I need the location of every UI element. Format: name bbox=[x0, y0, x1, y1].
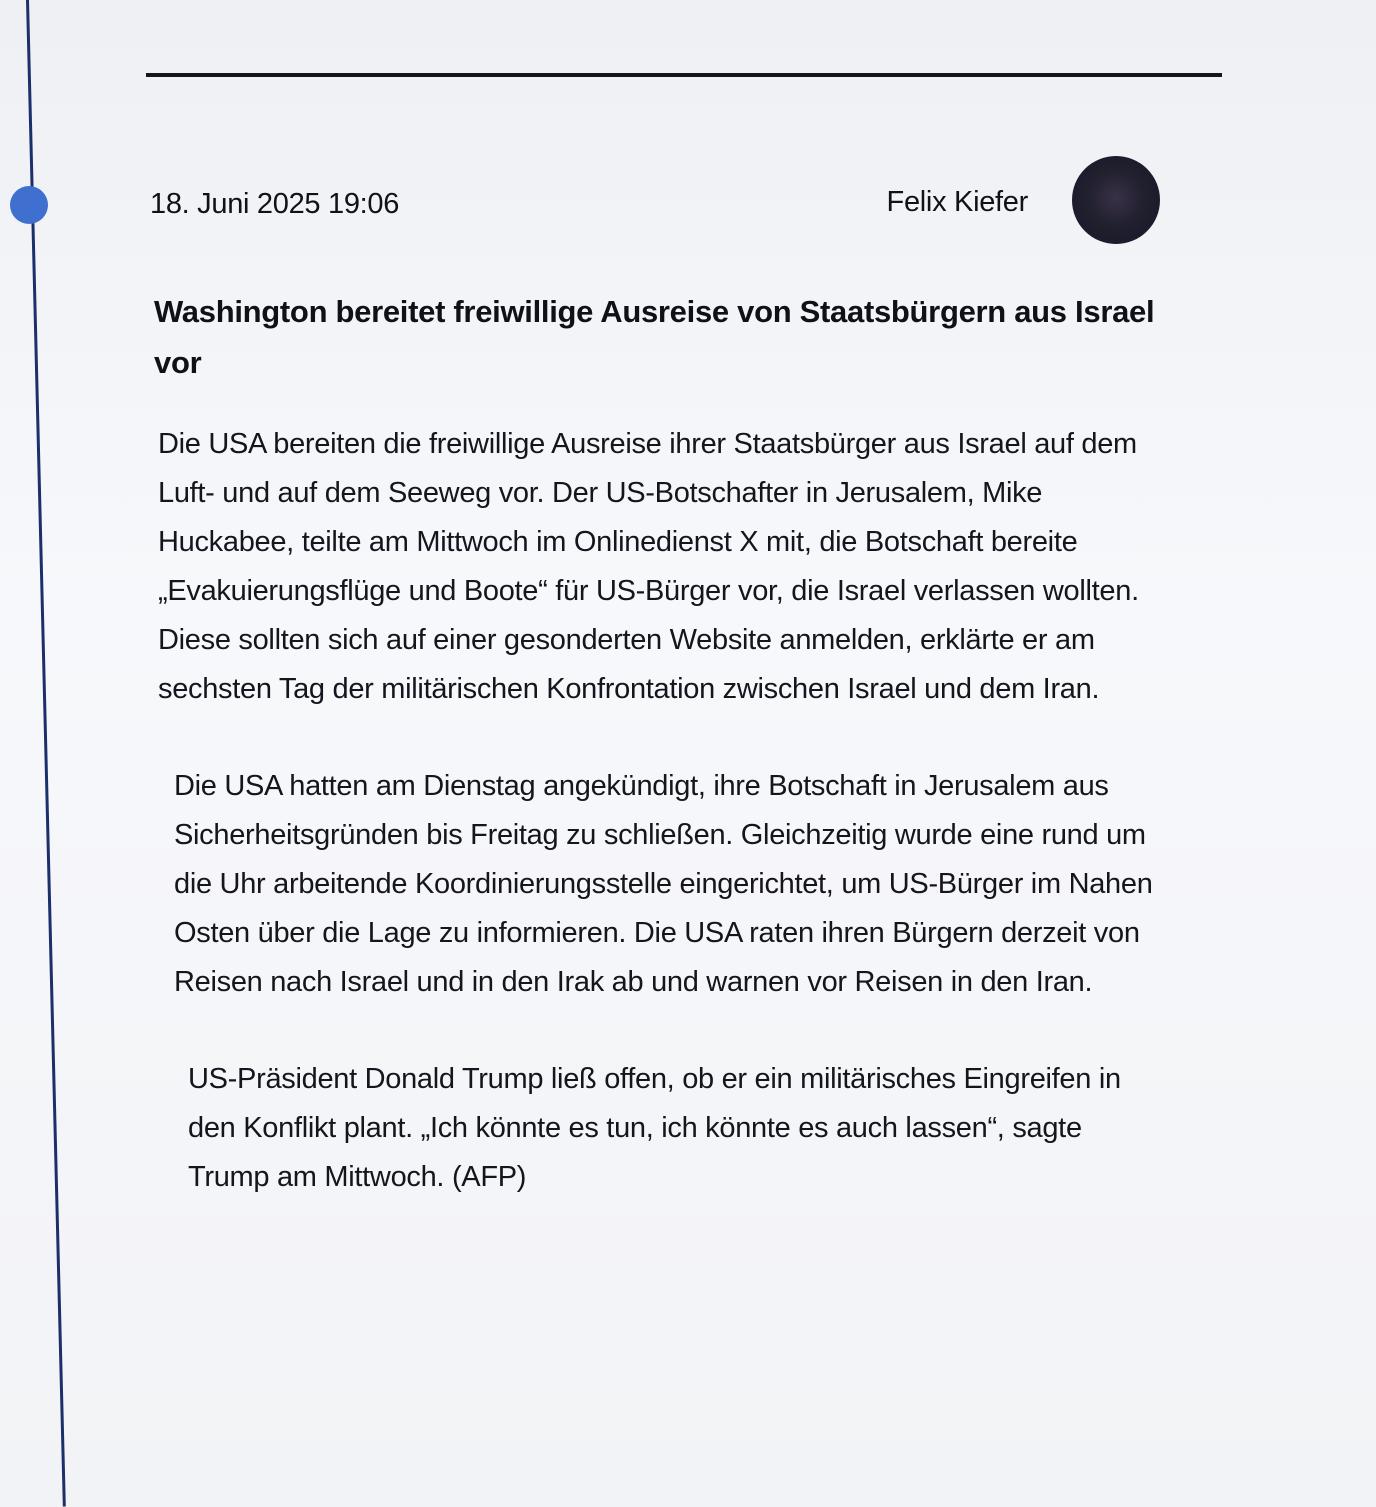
author-name[interactable]: Felix Kiefer bbox=[886, 186, 1028, 218]
timeline-dot-icon bbox=[10, 186, 48, 224]
entry-paragraph: Die USA hatten am Dienstag angekündigt, ihre Botschaft in Jerusalem aus Sicherheitsgründen bis Freitag zu schließen. Gleichzeitig wurde eine rund um die Uhr arbeitende Koordinierungsstelle eingerichtet, um US-Bürger im Nahen Osten über die Lage zu informieren. Die USA raten ihren Bürgern derzeit von Reisen nach Israel und in den Irak ab und warnen vor Reisen in den Iran. bbox=[174, 770, 1153, 998]
liveblog-entry bbox=[150, 180, 1170, 1202]
timeline-line bbox=[26, 0, 66, 1507]
entry-meta bbox=[150, 180, 1170, 260]
entry-headline: Washington bereitet freiwillige Ausreise von Staatsbürgern aus Israel vor bbox=[154, 294, 1155, 380]
entry-divider bbox=[146, 73, 1222, 77]
entry-paragraph: Die USA bereiten die freiwillige Ausreise ihrer Staatsbürger aus Israel auf dem Luft- und auf dem Seeweg vor. Der US-Botschafter in Jerusalem, Mike Huckabee, teilte am Mittwoch im Onlinedienst X mit, die Botschaft bereite „Evakuierungsflüge und Boote“ für US-Bürger vor, die Israel verlassen wollten. Diese sollten sich auf einer gesonderten Website anmelden, erklärte er am sechsten Tag der militärischen Konfrontation zwischen Israel und dem Iran. bbox=[158, 428, 1139, 705]
author-avatar[interactable] bbox=[1072, 156, 1160, 244]
entry-timestamp: 18. Juni 2025 19:06 bbox=[150, 188, 400, 220]
entry-paragraph: US-Präsident Donald Trump ließ offen, ob er ein militärisches Eingreifen in den Konflikt plant. „Ich könnte es tun, ich könnte es auch lassen“, sagte Trump am Mittwoch. (AFP) bbox=[188, 1063, 1121, 1193]
